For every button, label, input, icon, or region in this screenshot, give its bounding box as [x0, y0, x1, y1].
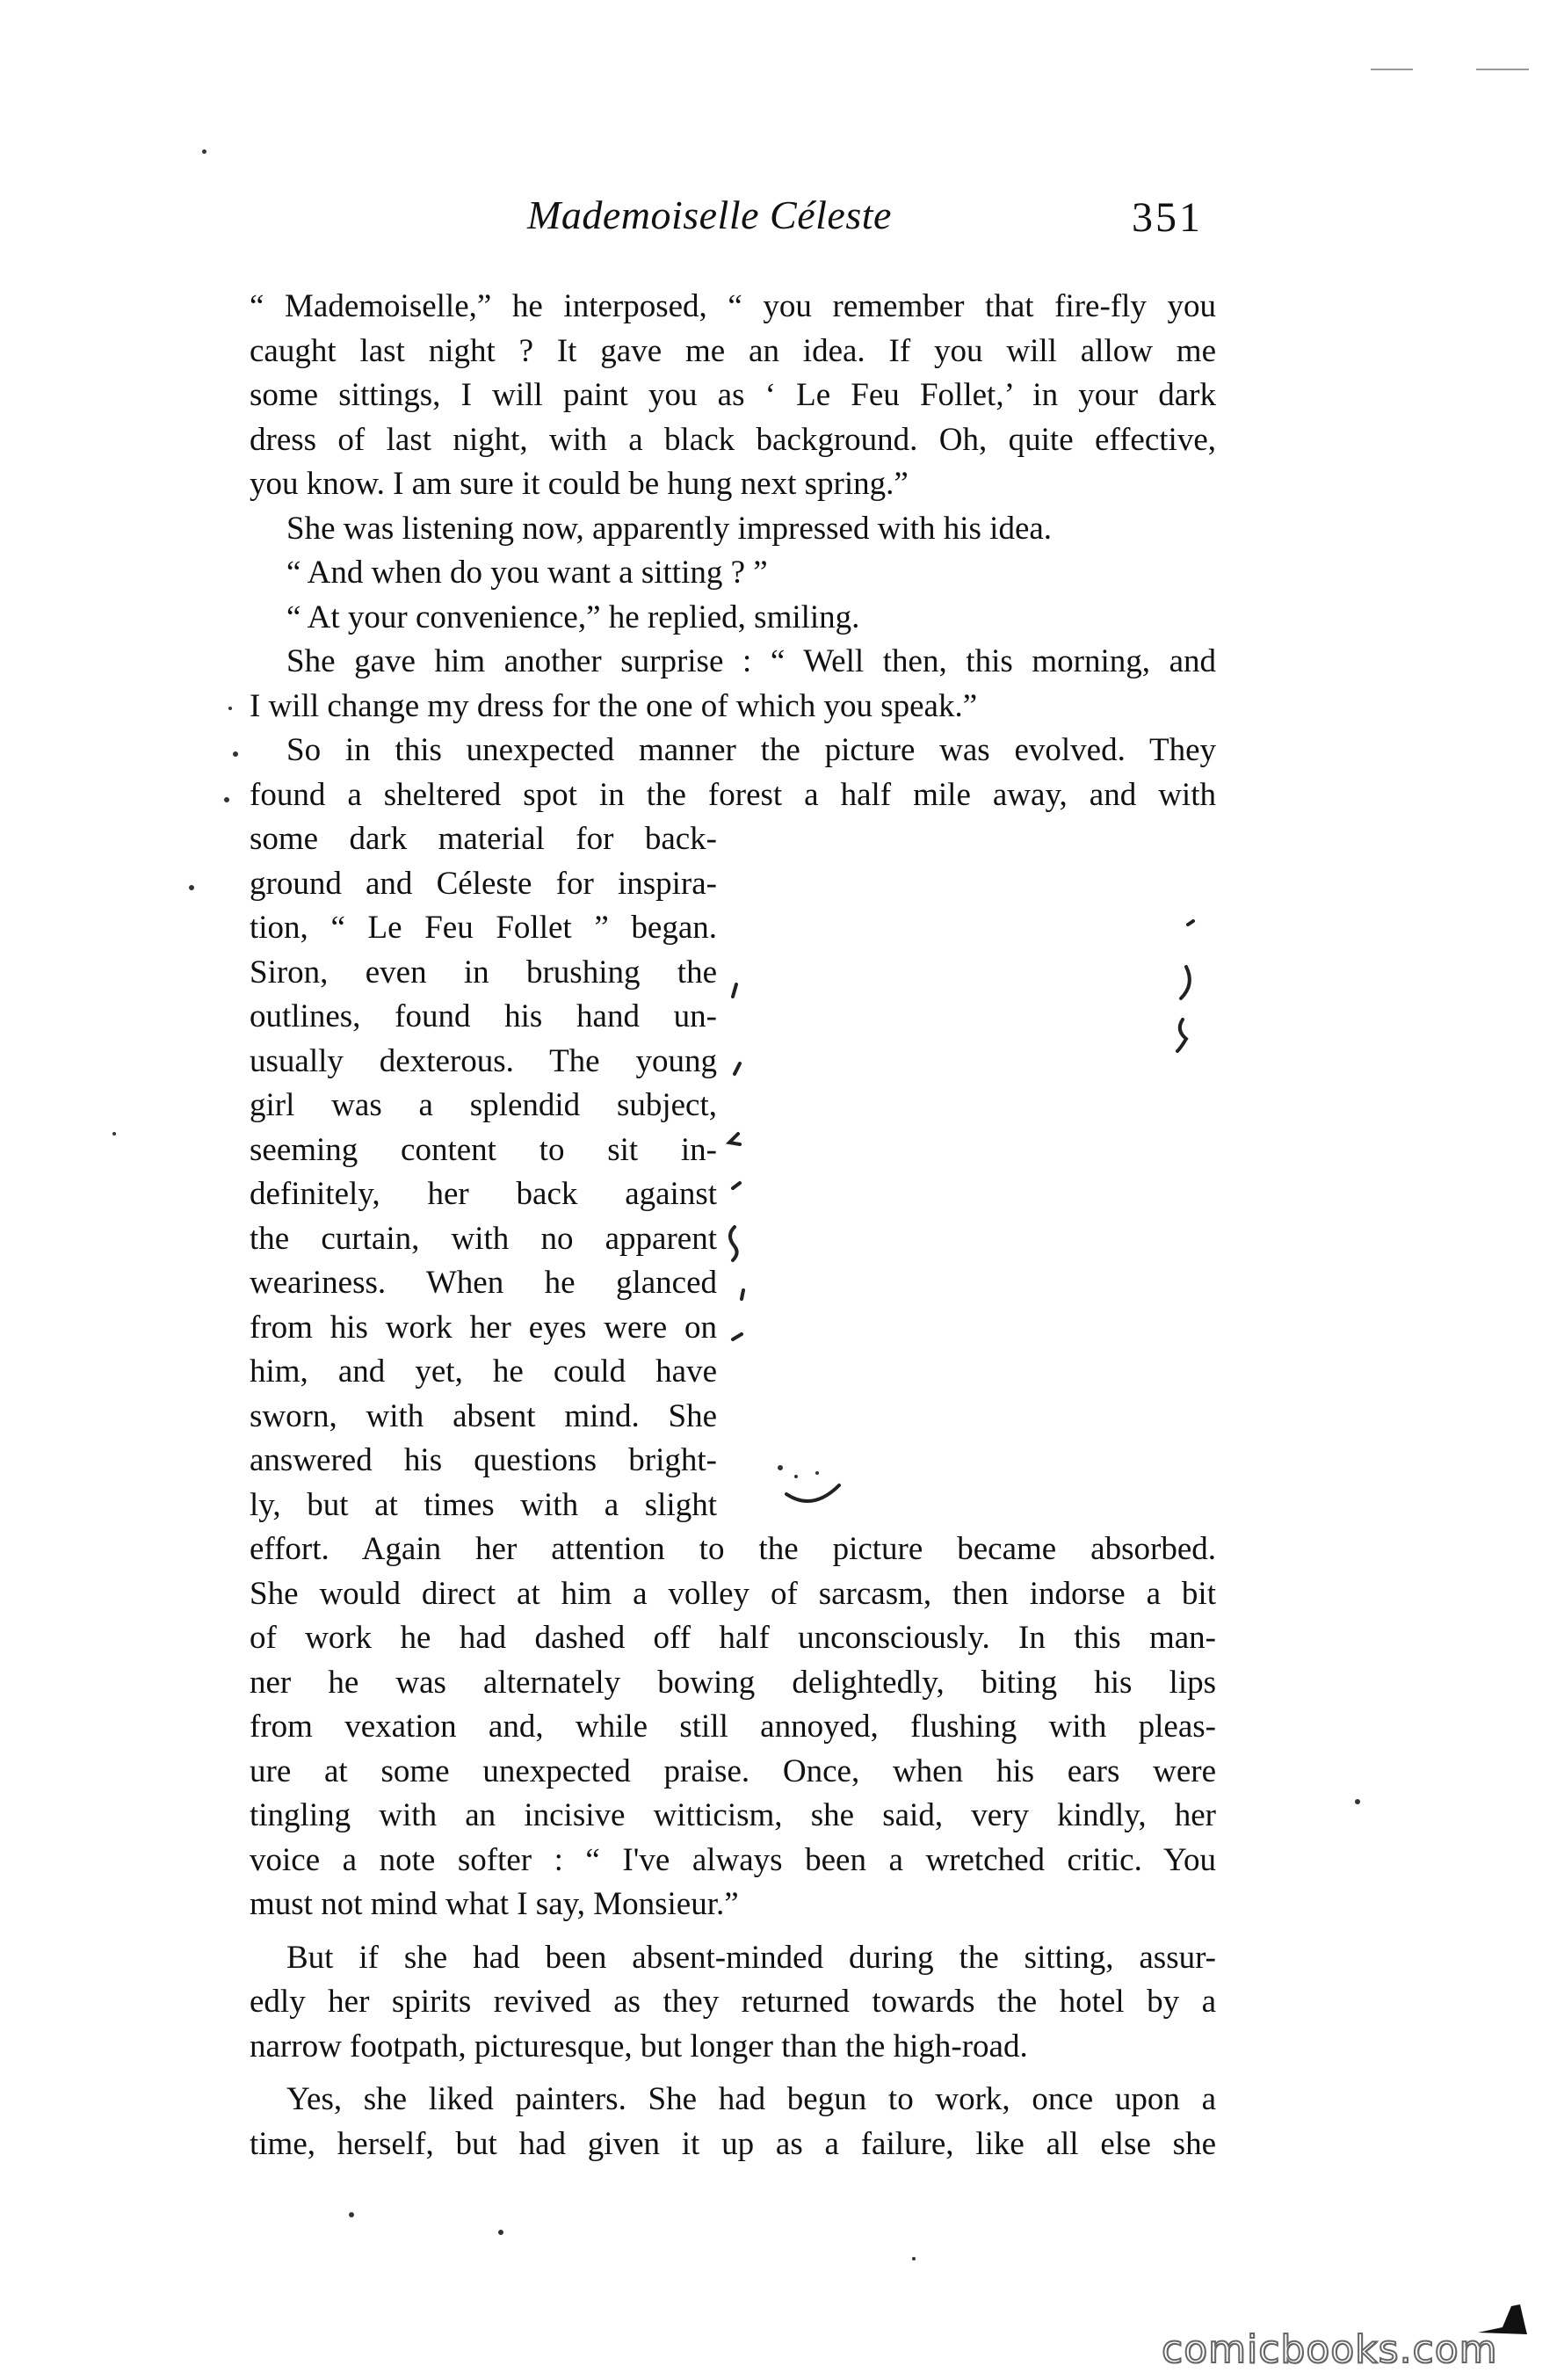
- text-line: She was listening now, apparently impressed with his idea.: [286, 510, 1053, 547]
- text-line: the curtain, with no apparent: [250, 1220, 717, 1257]
- text-line: some dark material for back-: [250, 821, 717, 857]
- text-line: of work he had dashed off half unconsciously. In this man-: [250, 1620, 1216, 1656]
- text-line: So in this unexpected manner the picture was evolved. They: [286, 732, 1216, 768]
- text-line: sworn, with absent mind. She: [250, 1397, 717, 1434]
- text-line: “ And when do you want a sitting ? ”: [286, 555, 768, 591]
- text-line: caught last night ? It gave me an idea. If you will allow me: [250, 332, 1216, 369]
- text-line: She would direct at him a volley of sarcasm, then indorse a bit: [250, 1575, 1216, 1612]
- text-line: time, herself, but had given it up as a failure, like all else she: [250, 2125, 1216, 2162]
- text-line: weariness. When he glanced: [250, 1265, 717, 1301]
- text-line: voice a note softer : “ I've always been a wretched critic. You: [250, 1841, 1216, 1878]
- text-line: “ At your convenience,” he replied, smiling.: [286, 599, 860, 635]
- text-line: usually dexterous. The young: [250, 1042, 717, 1079]
- text-line: must not mind what I say, Monsieur.”: [250, 1886, 739, 1922]
- text-line: She gave him another surprise : “ Well then, this morning, and: [286, 643, 1216, 679]
- text-line: answered his questions bright-: [250, 1442, 717, 1478]
- text-line: from vexation and, while still annoyed, flushing with pleas-: [250, 1709, 1216, 1745]
- text-line: outlines, found his hand un-: [250, 998, 717, 1034]
- page-number: 351: [1132, 194, 1203, 241]
- text-line: definitely, her back against: [250, 1176, 717, 1212]
- text-line: I will change my dress for the one of which you speak.”: [250, 687, 978, 724]
- text-line: Siron, even in brushing the: [250, 954, 717, 990]
- text-line: ure at some unexpected praise. Once, when his ears were: [250, 1752, 1216, 1789]
- text-line: narrow footpath, picturesque, but longer than the high-road.: [250, 2028, 1028, 2064]
- text-line: from his work her eyes were on: [250, 1309, 717, 1346]
- text-line: him, and yet, he could have: [250, 1353, 717, 1390]
- text-line: girl was a splendid subject,: [250, 1087, 717, 1123]
- running-head-title: Mademoiselle Céleste: [527, 192, 892, 237]
- text-line: found a sheltered spot in the forest a half mile away, and with: [250, 776, 1216, 813]
- text-line: Yes, she liked painters. She had begun to work, once upon a: [286, 2081, 1216, 2117]
- text-line: you know. I am sure it could be hung next spring.”: [250, 466, 909, 502]
- text-line: edly her spirits revived as they returned towards the hotel by a: [250, 1984, 1216, 2020]
- text-line: seeming content to sit in-: [250, 1131, 717, 1168]
- text-line: ground and Céleste for inspira-: [250, 865, 717, 902]
- text-line: effort. Again her attention to the picture became absorbed.: [250, 1531, 1216, 1567]
- text-line: some sittings, I will paint you as ‘ Le Feu Follet,’ in your dark: [250, 377, 1216, 413]
- text-line: tion, “ Le Feu Follet ” began.: [250, 910, 717, 946]
- text-line: “ Mademoiselle,” he interposed, “ you remember that fire-fly you: [250, 288, 1216, 324]
- text-line: tingling with an incisive witticism, she said, very kindly, her: [250, 1797, 1216, 1833]
- text-line: But if she had been absent-minded during the sitting, assur-: [286, 1939, 1216, 1976]
- text-line: ly, but at times with a slight: [250, 1486, 717, 1523]
- text-line: ner he was alternately bowing delightedly, biting his lips: [250, 1664, 1216, 1701]
- text-line: dress of last night, with a black background. Oh, quite effective,: [250, 421, 1216, 458]
- watermark-logo: comicbooks.com: [1162, 2327, 1498, 2372]
